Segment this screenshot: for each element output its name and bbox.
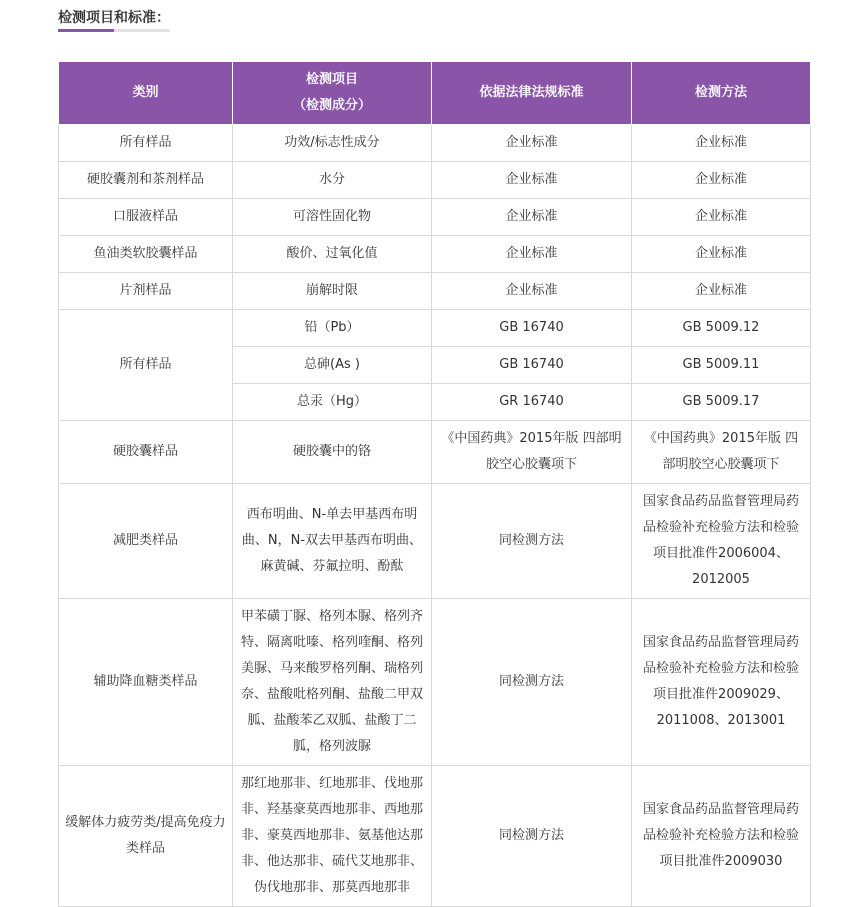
table-row bbox=[59, 766, 811, 907]
cell-standard: GB 16740 bbox=[432, 310, 632, 347]
header-item-line1: 检测项目 bbox=[305, 72, 358, 87]
cell-category: 减肥类样品 bbox=[59, 484, 233, 599]
cell-method: 国家食品药品监督管理局药品检验补充检验方法和检验项目批准件2009030 bbox=[632, 766, 811, 907]
cell-standard: 同检测方法 bbox=[432, 484, 632, 599]
section-title: 检测项目和标准： bbox=[58, 10, 170, 26]
cell-standard: 企业标准 bbox=[432, 273, 632, 310]
cell-category: 硬胶囊剂和茶剂样品 bbox=[59, 162, 233, 199]
cell-standard: 同检测方法 bbox=[432, 599, 632, 766]
cell-method: GB 5009.12 bbox=[632, 310, 811, 347]
cell-method: 企业标准 bbox=[632, 236, 811, 273]
cell-standard: GB 16740 bbox=[432, 347, 632, 384]
cell-method: 企业标准 bbox=[632, 199, 811, 236]
cell-item: 可溶性固化物 bbox=[233, 199, 432, 236]
cell-item: 西布明曲、N-单去甲基西布明曲、N，N-双去甲基西布明曲、麻黄碱、芬氟拉明、酚酞 bbox=[233, 484, 432, 599]
cell-method: 国家食品药品监督管理局药品检验补充检验方法和检验项目批准件2009029、2011008、2013001 bbox=[632, 599, 811, 766]
cell-item: 铅（Pb） bbox=[233, 310, 432, 347]
cell-category: 所有样品 bbox=[59, 125, 233, 162]
cell-method: GB 5009.17 bbox=[632, 384, 811, 421]
header-item-line2: （检测成分） bbox=[292, 98, 371, 113]
cell-method: 《中国药典》2015年版 四部明胶空心胶囊项下 bbox=[632, 421, 811, 484]
table-row bbox=[59, 310, 811, 347]
title-underline-accent bbox=[58, 29, 114, 32]
table-row bbox=[59, 125, 811, 162]
cell-item: 硬胶囊中的铬 bbox=[233, 421, 432, 484]
cell-item: 酸价、过氧化值 bbox=[233, 236, 432, 273]
cell-item: 崩解时限 bbox=[233, 273, 432, 310]
cell-category: 鱼油类软胶囊样品 bbox=[59, 236, 233, 273]
cell-standard: GR 16740 bbox=[432, 384, 632, 421]
cell-category: 缓解体力疲劳类/提高免疫力类样品 bbox=[59, 766, 233, 907]
cell-item: 功效/标志性成分 bbox=[233, 125, 432, 162]
table-row bbox=[59, 162, 811, 199]
table-row bbox=[59, 421, 811, 484]
standards-table bbox=[58, 61, 811, 907]
table-row bbox=[59, 484, 811, 599]
cell-method: GB 5009.11 bbox=[632, 347, 811, 384]
cell-method: 企业标准 bbox=[632, 273, 811, 310]
cell-category: 口服液样品 bbox=[59, 199, 233, 236]
cell-standard: 企业标准 bbox=[432, 199, 632, 236]
cell-method: 企业标准 bbox=[632, 125, 811, 162]
cell-category: 辅助降血糖类样品 bbox=[59, 599, 233, 766]
cell-standard: 同检测方法 bbox=[432, 766, 632, 907]
header-item bbox=[233, 62, 432, 125]
cell-item: 总汞（Hg） bbox=[233, 384, 432, 421]
cell-method: 企业标准 bbox=[632, 162, 811, 199]
table-header-row bbox=[59, 62, 811, 125]
cell-item: 那红地那非、红地那非、伐地那非、羟基豪莫西地那非、西地那非、豪莫西地那非、氨基他达那非、他达那非、硫代艾地那非、伪伐地那非、那莫西地那非 bbox=[233, 766, 432, 907]
cell-standard: 企业标准 bbox=[432, 236, 632, 273]
cell-item: 水分 bbox=[233, 162, 432, 199]
table-row bbox=[59, 599, 811, 766]
cell-standard: 企业标准 bbox=[432, 162, 632, 199]
table-row bbox=[59, 273, 811, 310]
table-row bbox=[59, 236, 811, 273]
header-method: 检测方法 bbox=[632, 62, 811, 125]
cell-method: 国家食品药品监督管理局药品检验补充检验方法和检验项目批准件2006004、2012005 bbox=[632, 484, 811, 599]
cell-item: 总砷(As ) bbox=[233, 347, 432, 384]
cell-category: 所有样品 bbox=[59, 310, 233, 421]
cell-standard: 企业标准 bbox=[432, 125, 632, 162]
table-row bbox=[59, 199, 811, 236]
cell-category: 片剂样品 bbox=[59, 273, 233, 310]
header-category: 类别 bbox=[59, 62, 233, 125]
cell-category: 硬胶囊样品 bbox=[59, 421, 233, 484]
cell-item: 甲苯磺丁脲、格列本脲、格列齐特、隔离吡嗪、格列喹酮、格列美脲、马来酸罗格列酮、瑞格列奈、盐酸吡格列酮、盐酸二甲双胍、盐酸苯乙双胍、盐酸丁二胍，格列波脲 bbox=[233, 599, 432, 766]
title-underline bbox=[58, 29, 170, 32]
header-standard: 依据法律法规标准 bbox=[432, 62, 632, 125]
cell-standard: 《中国药典》2015年版 四部明胶空心胶囊项下 bbox=[432, 421, 632, 484]
